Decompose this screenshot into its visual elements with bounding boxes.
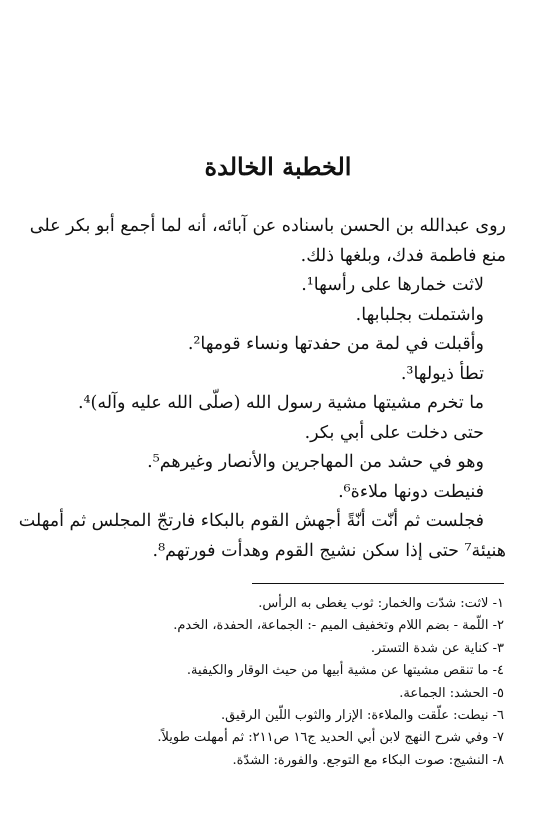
footnote: ٧- وفي شرح النهج لابن أبي الحديد ج١٦ ص٢١١: ثم أمهلت طويلاً. xyxy=(157,730,504,746)
footnote: ٨- النشيج: صوت البكاء مع التوجع. والفورة: الشدّة. xyxy=(232,752,504,768)
footnote: ٤- ما تنقص مشيتها عن مشية أبيها من حيث الوقار والكيفية. xyxy=(186,663,504,679)
text-line: تطأ ذيولها³. xyxy=(400,363,484,384)
footnote: ٢- اللّمة - بضم اللام وتخفيف الميم -: الجماعة، الحفدة، الخدم. xyxy=(173,618,504,634)
page-title: الخطبة الخالدة xyxy=(204,152,352,181)
text-line: لاثت خمارها على رأسها¹. xyxy=(301,275,484,295)
text-line: وهو في حشد من المهاجرين والأنصار وغيرهم⁵. xyxy=(147,452,484,472)
footnotes xyxy=(34,593,504,772)
text-line: ما تخرم مشيتها مشية رسول الله (صلّى الله عليه وآله)⁴. xyxy=(77,393,484,413)
text-line: هنيئة⁷ حتى إذا سكن نشيج القوم وهدأت فورتهم⁸. xyxy=(152,540,506,561)
footnote: ٣- كناية عن شدة التستر. xyxy=(370,640,504,656)
footnote: ١- لاثت: شدّت والخمار: ثوب يغطى به الرأس. xyxy=(258,596,504,611)
text-line: فجلست ثم أنّت أنّةً أجهش القوم بالبكاء فارتجّ المجلس ثم أمهلت xyxy=(18,511,484,531)
footnote-divider xyxy=(252,583,504,584)
text-line: منع فاطمة فدك، وبلغها ذلك. xyxy=(300,245,506,266)
text-line: روى عبدالله بن الحسن باسناده عن آبائه، أنه لما أجمع أبو بكر على xyxy=(29,216,506,236)
sermon-text xyxy=(18,212,506,566)
text-line: حتى دخلت على أبي بكر. xyxy=(304,422,484,443)
footnote: ٦- نيطت: علّقت والملاءة: الإزار والثوب اللّين الرقيق. xyxy=(221,707,504,723)
footnote: ٥- الحشد: الجماعة. xyxy=(399,685,504,701)
text-line: وأقبلت في لمة من حفدتها ونساء قومها². xyxy=(187,334,484,354)
text-line: فنيطت دونها ملاءة⁶. xyxy=(338,481,484,502)
text-line: واشتملت بجلبابها. xyxy=(355,304,484,325)
